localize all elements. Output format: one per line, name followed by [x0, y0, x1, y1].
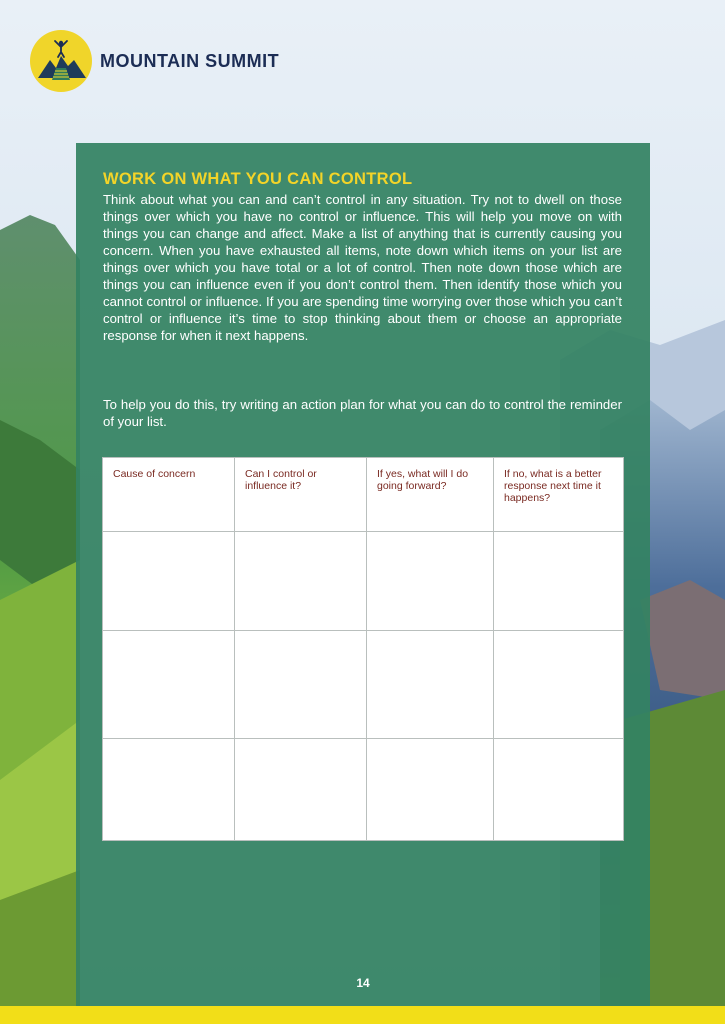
section-heading: WORK ON WHAT YOU CAN CONTROL	[103, 170, 413, 188]
header-if-yes: If yes, what will I do going forward?	[367, 458, 494, 532]
bottom-accent-bar	[0, 1006, 725, 1024]
table-cell[interactable]	[494, 739, 624, 841]
page-number: 14	[356, 976, 370, 990]
table-cell[interactable]	[494, 631, 624, 739]
table-cell[interactable]	[494, 532, 624, 631]
table-cell[interactable]	[235, 631, 367, 739]
table-header-row	[103, 458, 624, 532]
header-can-control: Can I control or influence it?	[235, 458, 367, 532]
header-cause-of-concern: Cause of concern	[103, 458, 235, 532]
brand-logo	[30, 30, 279, 92]
mountain-summit-logo-icon	[30, 30, 92, 92]
table-cell[interactable]	[103, 739, 235, 841]
body-paragraph-2: To help you do this, try writing an action plan for what you can do to control the reminder of your list.	[103, 397, 622, 429]
table-row	[103, 532, 624, 631]
table-cell[interactable]	[367, 739, 494, 841]
table-cell[interactable]	[367, 631, 494, 739]
table-cell[interactable]	[367, 532, 494, 631]
action-plan-table	[102, 457, 624, 841]
header-if-no: If no, what is a better response next time it happens?	[494, 458, 624, 532]
table-row	[103, 631, 624, 739]
table-cell[interactable]	[103, 532, 235, 631]
table-cell[interactable]	[103, 631, 235, 739]
table-cell[interactable]	[235, 532, 367, 631]
table-row	[103, 739, 624, 841]
table-cell[interactable]	[235, 739, 367, 841]
content-panel	[76, 143, 650, 1006]
body-paragraph-1: Think about what you can and can’t control in any situation. Try not to dwell on those things over which you have no control or influence. This will help you move on with things you can change and affect. Make a list of anything that is currently causing you concern. When you have exhausted all items, note down which items on your list are things over which you have total or a lot of control. Then note down those which are things you can influence even if you don’t control them. Then identify those which you cannot control or influence. If you are spending time worrying over those which you can’t control or influence it’s time to stop thinking about them or choose an appropriate response for when it next happens.	[103, 192, 622, 343]
brand-name: MOUNTAIN SUMMIT	[100, 50, 280, 71]
